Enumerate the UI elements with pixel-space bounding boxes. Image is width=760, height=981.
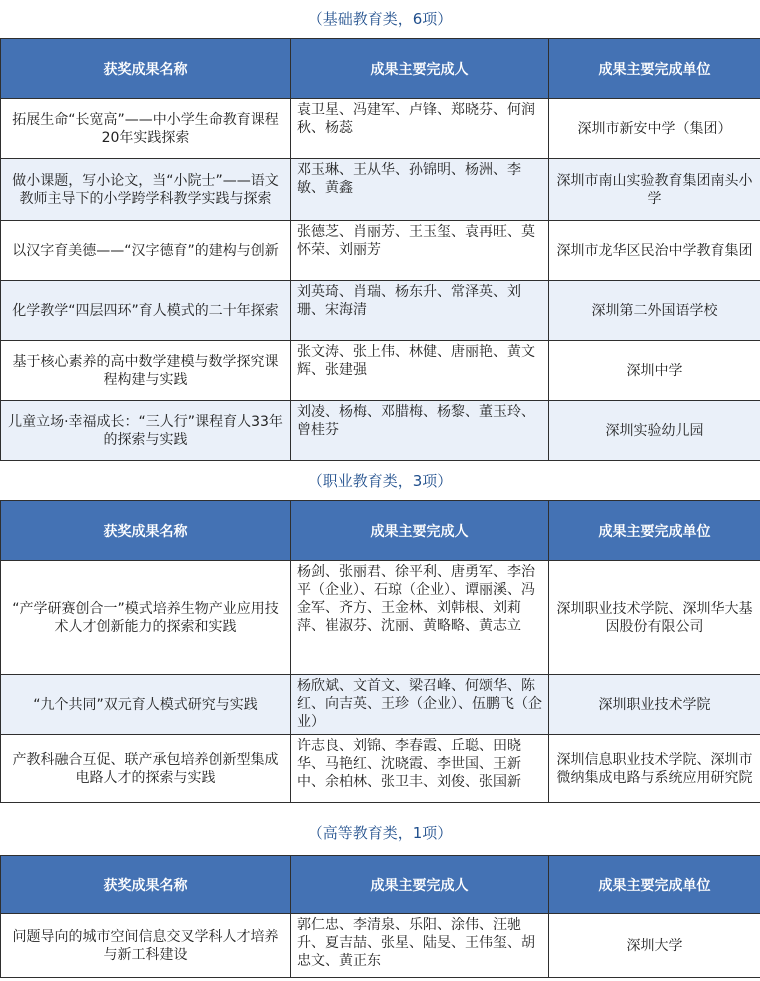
award-name: 拓展生命“长宽高”——中小学生命教育课程20年实践探索 (1, 99, 291, 159)
column-header-name: 获奖成果名称 (1, 501, 291, 561)
table-row (1, 735, 760, 803)
table-row (1, 281, 760, 341)
award-people: 杨剑、张丽君、徐平利、唐勇军、李治平（企业）、石琼（企业）、谭丽溪、冯金军、齐方、王金林、刘韩根、刘莉萍、崔淑芬、沈丽、黄略略、黄志立 (291, 561, 549, 675)
award-name: 做小课题，写小论文，当“小院士”——语文教师主导下的小学跨学科教学实践与探索 (1, 159, 291, 221)
column-header-people: 成果主要完成人 (291, 39, 549, 99)
section-title-basic: （基础教育类，6项） (307, 10, 453, 28)
award-name: 化学教学“四层四环”育人模式的二十年探索 (1, 281, 291, 341)
award-unit: 深圳信息职业技术学院、深圳市微纳集成电路与系统应用研究院 (549, 735, 760, 803)
award-unit: 深圳市新安中学（集团） (549, 99, 760, 159)
award-name: 儿童立场·幸福成长：“三人行”课程育人33年的探索与实践 (1, 401, 291, 461)
column-header-name: 获奖成果名称 (1, 39, 291, 99)
awards-table-higher (0, 855, 760, 978)
award-people: 袁卫星、冯建军、卢锋、郑晓芬、何润秋、杨蕊 (291, 99, 549, 159)
award-name: “产学研赛创合一”模式培养生物产业应用技术人才创新能力的探索和实践 (1, 561, 291, 675)
award-unit: 深圳职业技术学院 (549, 675, 760, 735)
column-header-unit: 成果主要完成单位 (549, 856, 760, 914)
column-header-people: 成果主要完成人 (291, 501, 549, 561)
award-name: 产教科融合互促、联产承包培养创新型集成电路人才的探索与实践 (1, 735, 291, 803)
award-people: 许志良、刘锦、李春霞、丘聪、田晓华、马艳红、沈晓霞、李世国、王新中、余柏林、张卫丰、刘俊、张国新 (291, 735, 549, 803)
awards-table-vocational (0, 500, 760, 803)
award-unit: 深圳市南山实验教育集团南头小学 (549, 159, 760, 221)
table-row (1, 561, 760, 675)
table-row (1, 99, 760, 159)
awards-table-basic (0, 38, 760, 461)
section-title-higher: （高等教育类，1项） (307, 824, 453, 842)
award-unit: 深圳中学 (549, 341, 760, 401)
table-row (1, 401, 760, 461)
award-unit: 深圳第二外国语学校 (549, 281, 760, 341)
section-title-vocational: （职业教育类，3项） (307, 472, 453, 490)
award-people: 邓玉琳、王从华、孙锦明、杨洲、李敏、黄鑫 (291, 159, 549, 221)
award-people: 张文涛、张上伟、林健、唐丽艳、黄文辉、张建强 (291, 341, 549, 401)
table-row (1, 914, 760, 978)
award-name: “九个共同”双元育人模式研究与实践 (1, 675, 291, 735)
award-people: 杨欣斌、文首文、梁召峰、何颂华、陈红、向吉英、王珍（企业）、伍鹏飞（企业） (291, 675, 549, 735)
column-header-unit: 成果主要完成单位 (549, 501, 760, 561)
award-unit: 深圳实验幼儿园 (549, 401, 760, 461)
award-people: 刘凌、杨梅、邓腊梅、杨黎、董玉玲、曾桂芬 (291, 401, 549, 461)
table-row (1, 221, 760, 281)
column-header-people: 成果主要完成人 (291, 856, 549, 914)
award-unit: 深圳市龙华区民治中学教育集团 (549, 221, 760, 281)
column-header-unit: 成果主要完成单位 (549, 39, 760, 99)
award-name: 基于核心素养的高中数学建模与数学探究课程构建与实践 (1, 341, 291, 401)
table-row (1, 159, 760, 221)
award-people: 刘英琦、肖瑞、杨东升、常泽英、刘珊、宋海清 (291, 281, 549, 341)
award-unit: 深圳职业技术学院、深圳华大基因股份有限公司 (549, 561, 760, 675)
award-people: 张德芝、肖丽芳、王玉玺、袁再旺、莫怀荣、刘丽芳 (291, 221, 549, 281)
award-unit: 深圳大学 (549, 914, 760, 978)
table-row (1, 675, 760, 735)
award-name: 问题导向的城市空间信息交叉学科人才培养与新工科建设 (1, 914, 291, 978)
award-name: 以汉字育美德——“汉字德育”的建构与创新 (1, 221, 291, 281)
column-header-name: 获奖成果名称 (1, 856, 291, 914)
table-row (1, 341, 760, 401)
award-people: 郭仁忠、李清泉、乐阳、涂伟、汪驰升、夏吉喆、张星、陆旻、王伟玺、胡忠文、黄正东 (291, 914, 549, 978)
